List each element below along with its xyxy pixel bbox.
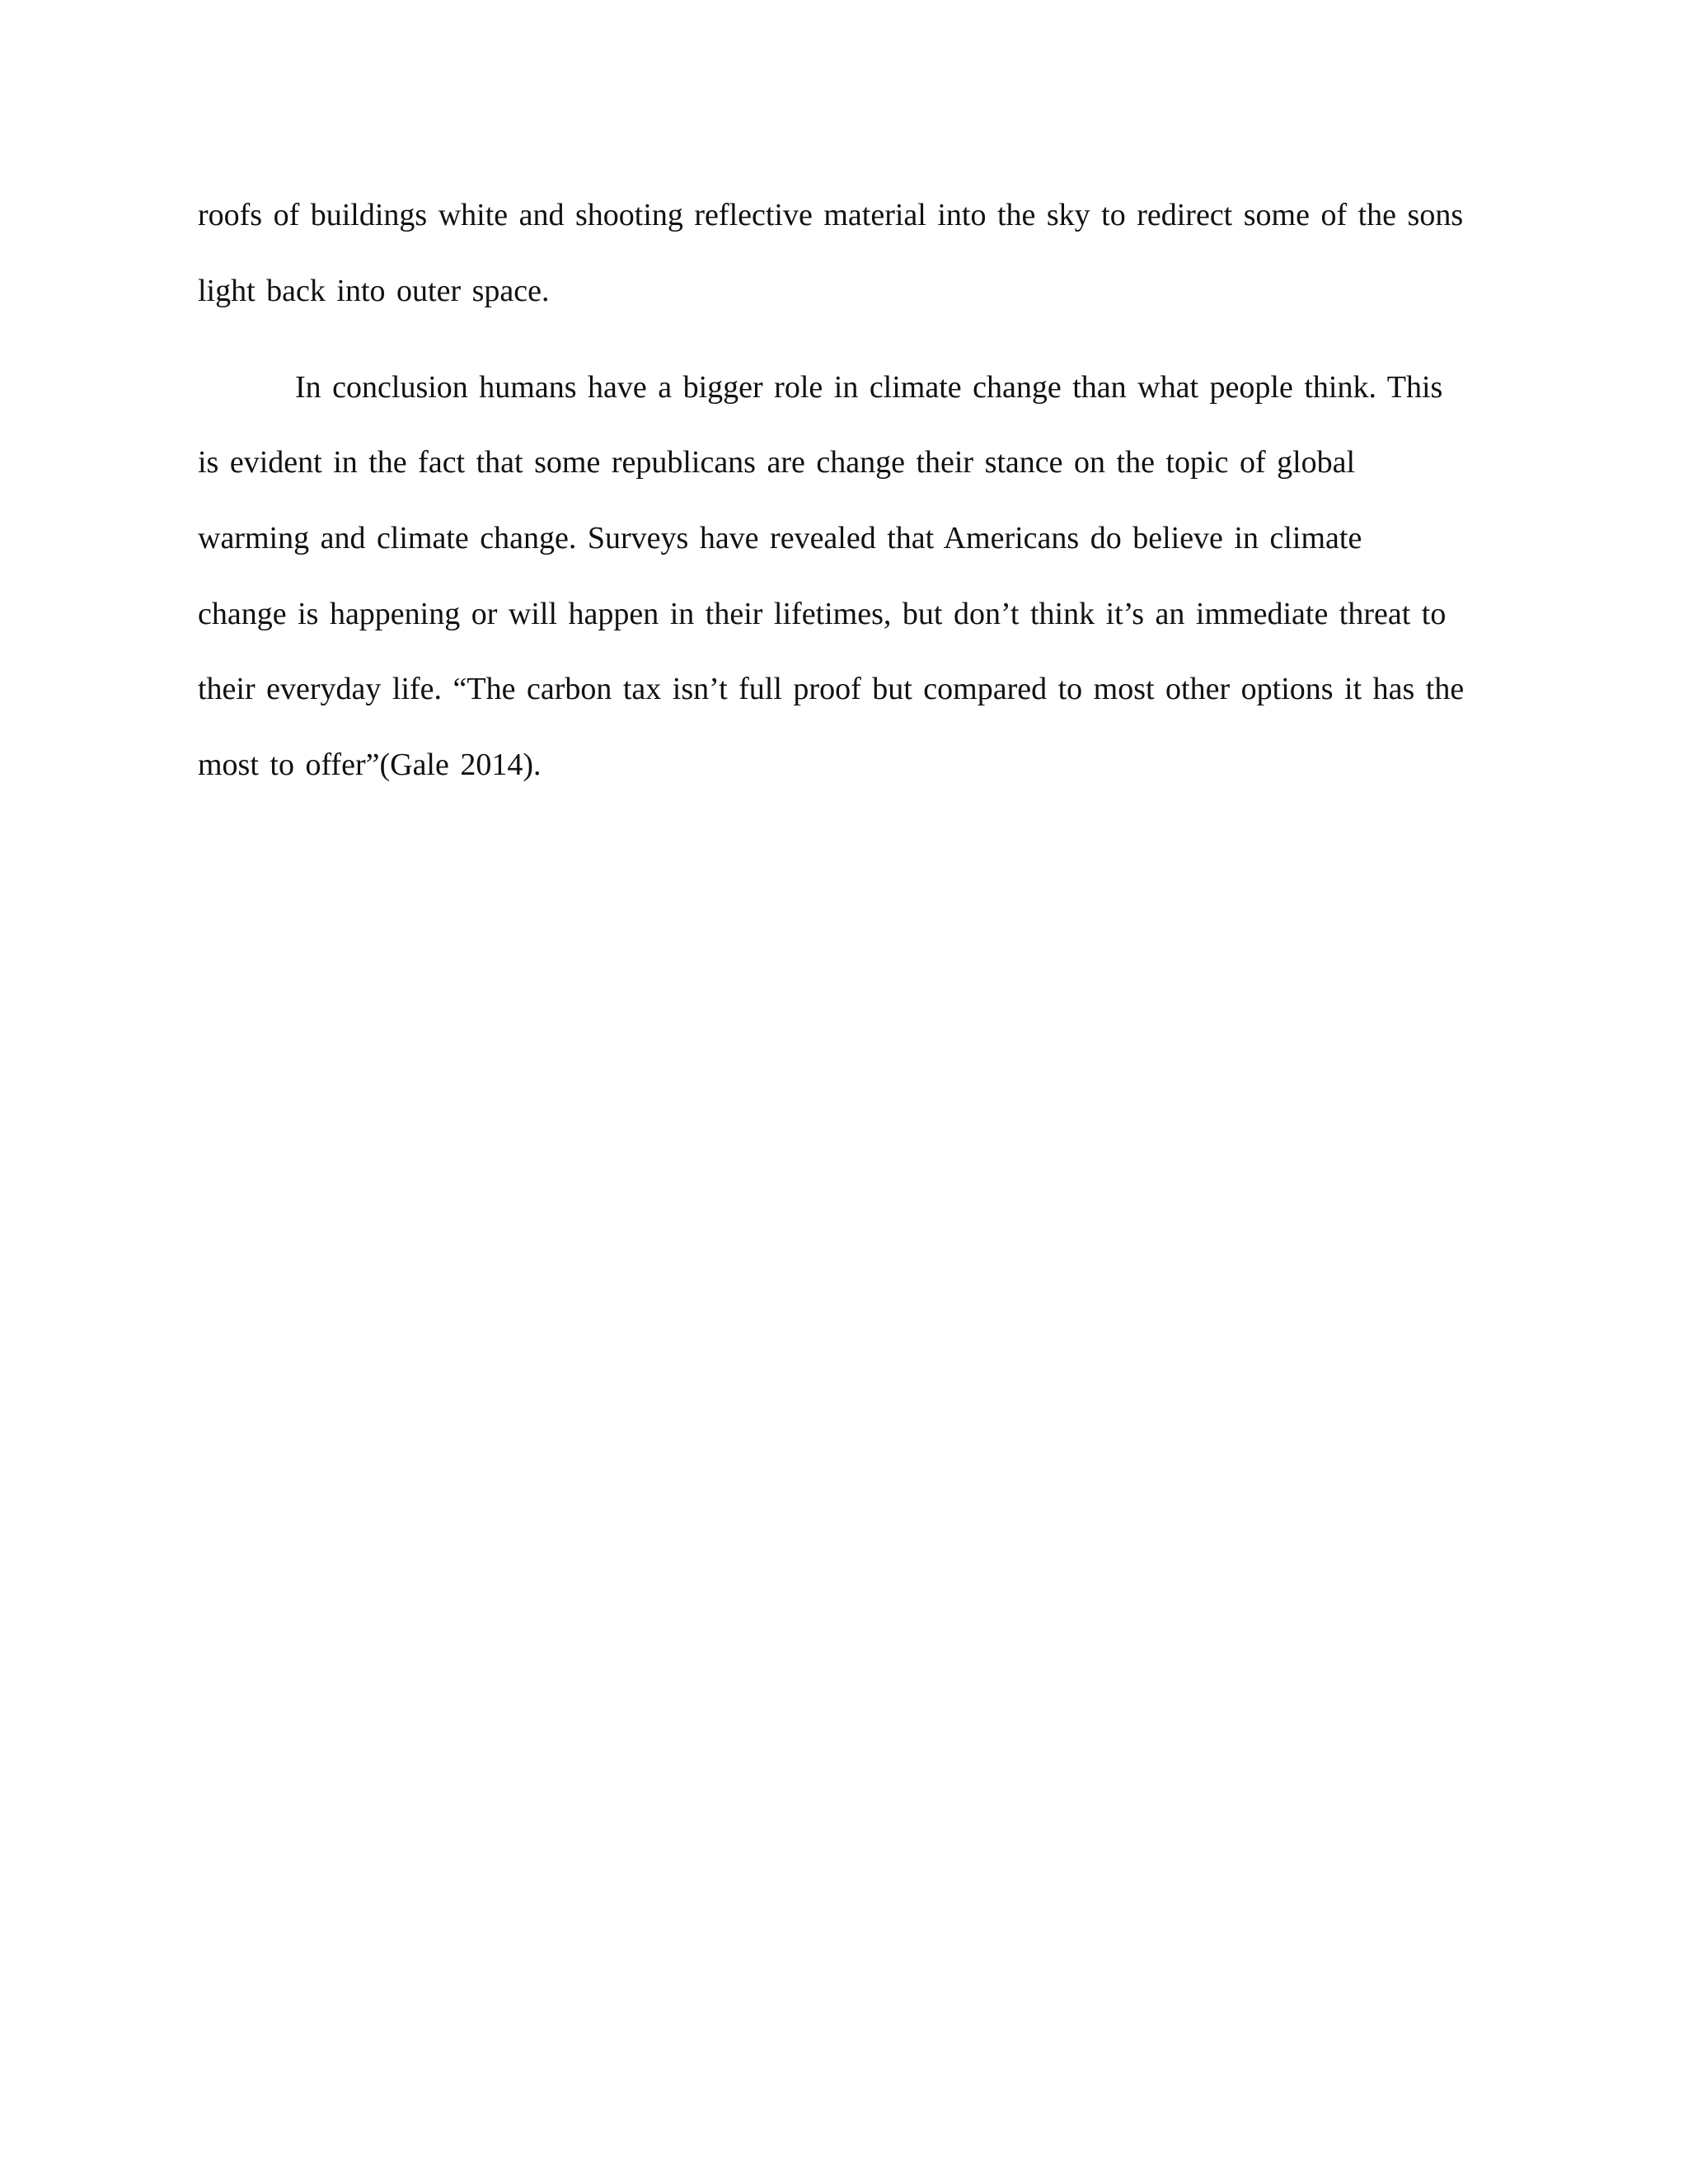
paragraph-2-line-3: warming and climate change. Surveys have revealed that Americans do believe in climate	[198, 521, 1362, 555]
paragraph-2-line-6: most to offer”(Gale 2014).	[198, 748, 542, 782]
paragraph-2-line-1: In conclusion humans have a bigger role in climate change than what people think. This	[295, 370, 1443, 405]
paragraph-2-line-4: change is happening or will happen in their lifetimes, but don’t think it’s an immediate threat to	[198, 597, 1447, 631]
paragraph-2-line-2: is evident in the fact that some republicans are change their stance on the topic of global	[198, 445, 1356, 480]
paragraph-1-line-1: roofs of buildings white and shooting reflective material into the sky to redirect some of the sons	[198, 198, 1464, 232]
paragraph-1-line-2: light back into outer space.	[198, 274, 550, 308]
paragraph-2-line-5: their everyday life. “The carbon tax isn’t full proof but compared to most other options it has the	[198, 672, 1465, 706]
